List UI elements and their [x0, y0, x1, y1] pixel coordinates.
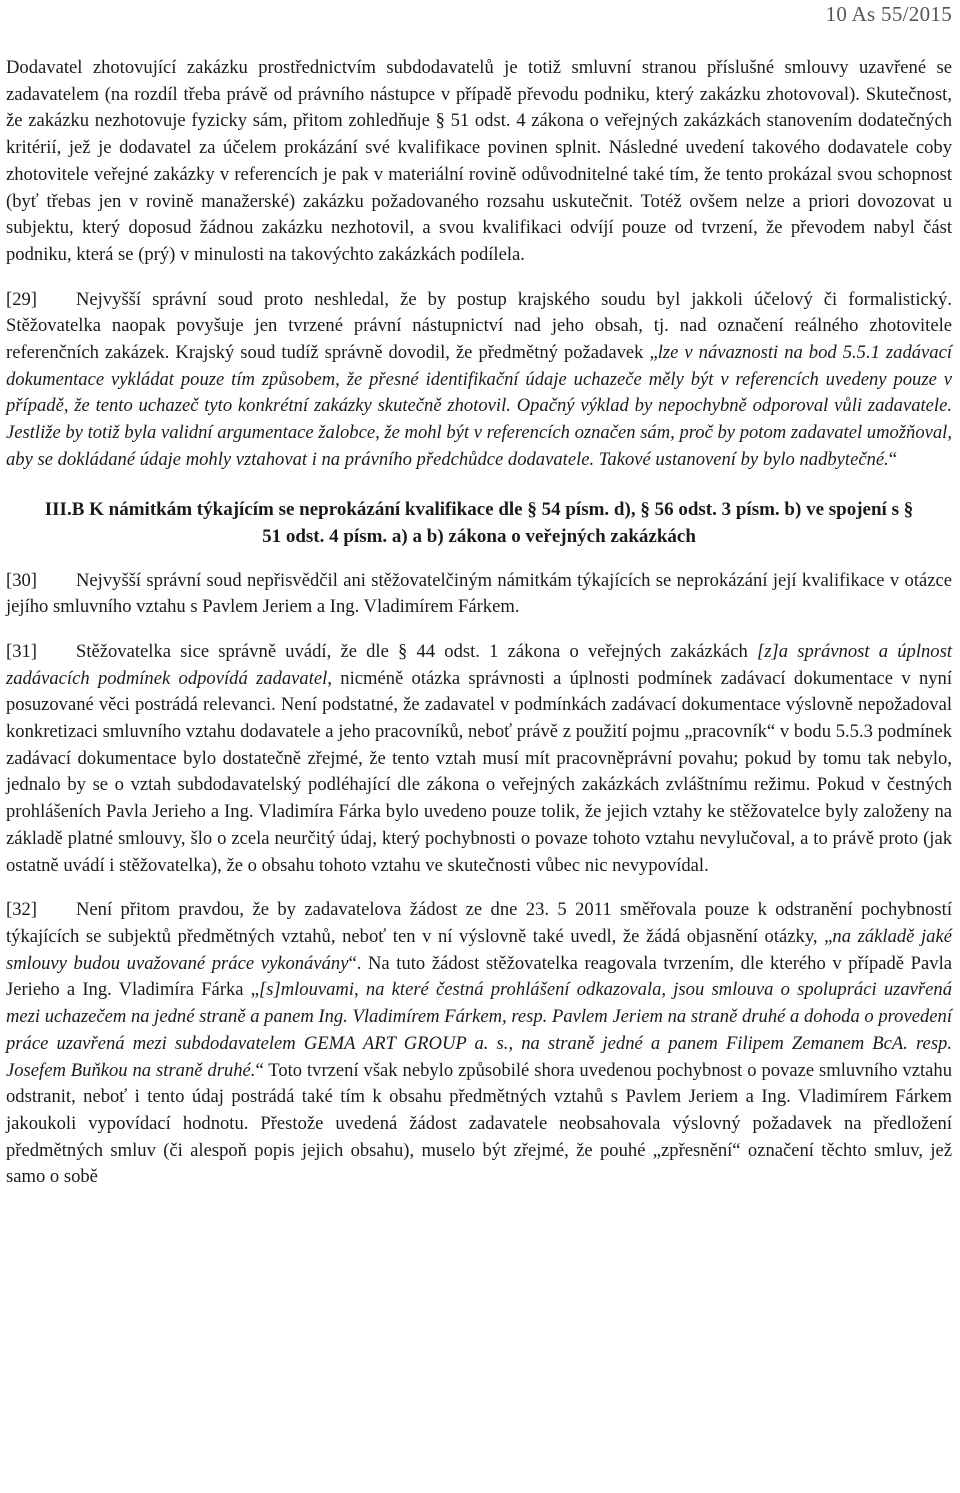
paragraph-32	[6, 897, 952, 1191]
case-number: 10 As 55/2015	[825, 2, 952, 26]
paragraph-31	[6, 639, 952, 879]
paragraph-text: “	[888, 448, 898, 470]
paragraph-text: “. Na tuto žádost stěžovatelka reagovala tvrzením, dle kterého v případě Pavla Jerieho a Ing. Vladimíra Fárka „	[6, 952, 952, 1001]
paragraph-quote: [z]a správnost a úplnost zadávacích podmínek odpovídá zadavatel	[6, 640, 952, 689]
paragraph-number: [29]	[6, 288, 37, 310]
paragraph-quote: lze v návaznosti na bod 5.5.1 zadávací dokumentace vykládat pouze tím způsobem, že přesné identifikační údaje uchazeče měly být v referencích uvedeny pouze v případě, že tento uchazeč tyto konkrétní zakázky skutečně zhotovil. Opačný výklad by nepochybně odporoval vůli zadavatele. Jestliže by totiž byla validní argumentace žalobce, že mohl být v referencích označen sám, proč by potom zadavatel umožňoval, aby se dokládané údaje mohly vztahovat i na právního předchůdce dodavatele. Takové ustanovení by bylo nadbytečné.	[6, 342, 953, 470]
paragraph-text: Nejvyšší správní soud nepřisvědčil ani stěžovatelčiným námitkám týkajících se neprokázání její kvalifikace v otázce jejího smluvního vztahu s Pavlem Jeriem a Ing. Vladimírem Fárkem.	[6, 569, 952, 618]
paragraph-text: Nejvyšší správní soud proto neshledal, že by postup krajského soudu byl jakkoli účelový či formalistický. Stěžovatelka naopak povyšuje jen tvrzené právní nástupnictví nad jeho obsah, tj. nad označení reálného zhotovitele referenčních zakázek. Krajský soud tudíž správně dovodil, že předmětný požadavek „	[6, 288, 952, 364]
paragraph-text: Stěžovatelka sice správně uvádí, že dle § 44 odst. 1 zákona o veřejných zakázkách	[76, 640, 758, 662]
paragraph-number: [32]	[6, 899, 37, 921]
document-body	[6, 55, 952, 1191]
paragraph-number: [31]	[6, 640, 37, 662]
section-heading: III.B K námitkám týkajícím se neprokázání kvalifikace dle § 54 písm. d), § 56 odst. 3 písm. b) ve spojení s § 51 odst. 4 písm. a) a b) zákona o veřejných zakázkách	[44, 498, 914, 547]
paragraph-text: , nicméně otázka správnosti a úplnosti podmínek zadávací dokumentace v nyní posuzované věci postrádá relevanci. Není podstatné, že zadavatel v podmínkách zadávací dokumentace výslovně nepožadoval konkretizaci smluvního vztahu dodavatele a jeho pracovníků, neboť právě z použití pojmu „pracovník“ v bodu 5.5.3 podmínek zadávací dokumentace bylo dostatečně zřejmé, že tento vztah musí mít pracovněprávní povahu; pokud by tomu tak nebylo, jednalo by se o vztah subdodavatelský podléhající dle zákona o veřejných zakázkách zvláštnímu režimu. Pokud v čestných prohlášeních Pavla Jerieho a Ing. Vladimíra Fárka bylo uvedeno pouze tolik, že jejich vztahy ke stěžovatelce byly založeny na základě platné smlouvy, šlo o zcela neurčitý údaj, který pochybnosti o povaze tohoto vztahu nevylučoval, a to právě proto (jak ostatně uvádí i stěžovatelka), že o obsahu tohoto vztahu ve skutečnosti vůbec nic nevypovídal.	[6, 667, 952, 876]
paragraph-text: Není přitom pravdou, že by zadavatelova žádost ze dne 23. 5 2011 směřovala pouze k odstranění pochybností týkajících se subjektů předmětných vztahů, neboť ten v ní výslovně také uvedl, že žádá objasnění otázky, „	[6, 899, 952, 947]
paragraph-text: “ Toto tvrzení však nebylo způsobilé shora uvedenou pochybnost o povaze smluvního vztahu odstranit, neboť i tento údaj postrádá také tím k obsahu předmětných vztahů s Pavlem Jeriem a Ing. Vladimírem Fárkem jakoukoli vypovídací hodnotu. Přestože uvedená žádost zadavatele neobsahovala výslovný požadavek na předložení předmětných smluv (či alespoň popis jejich obsahu), muselo být zřejmé, že pouhé „zpřesnění“ označení těchto smluv, jež samo o sobě	[6, 1059, 952, 1188]
paragraph-number: [30]	[6, 569, 37, 591]
paragraph-30	[6, 568, 952, 621]
paragraph-quote: na základě jaké smlouvy budou uvažované práce vykonávány	[6, 925, 952, 974]
paragraph-29	[6, 287, 952, 474]
paragraph-quote: [s]mlouvami, na které čestná prohlášení odkazovala, jsou smlouva o spolupráci uzavřená mezi uchazečem na jedné straně a panem Ing. Vladimírem Fárkem, resp. Pavlem Jeriem na straně druhé a dohoda o provedení práce uzavřená mezi subdodavatelem GEMA ART GROUP a. s., na straně jedné a panem Filipem Zemanem BcA. resp. Josefem Buňkou na straně druhé.	[6, 979, 953, 1081]
continued-paragraph: Dodavatel zhotovující zakázku prostřednictvím subdodavatelů je totiž smluvní stranou příslušné smlouvy uzavřené se zadavatelem (na rozdíl třeba právě od právního nástupce v případě převodu podniku, který zakázku zhotovoval). Skutečnost, že zakázku nezhotovuje fyzicky sám, přitom zohledňuje § 51 odst. 4 zákona o veřejných zakázkách stanovením dodatečných kritérií, jež je dodavatel za účelem prokázání své kvalifikace povinen splnit. Následné uvedení takového dodavatele coby zhotovitele veřejné zakázky v referencích je pak v materiální rovině odůvodnitelné také tím, že tento prokázal svou schopnost (byť třebas jen v rovině manažerské) zakázku požadovaného rozsahu uskutečnit. Totéž ovšem nelze a priori dovozovat u subjektu, který doposud žádnou zakázku nezhotovil, a svou kvalifikaci odvíjí pouze od tvrzení, že převodem nabyl část podniku, která se (prý) v minulosti na takovýchto zakázkách podílela.	[6, 57, 952, 265]
